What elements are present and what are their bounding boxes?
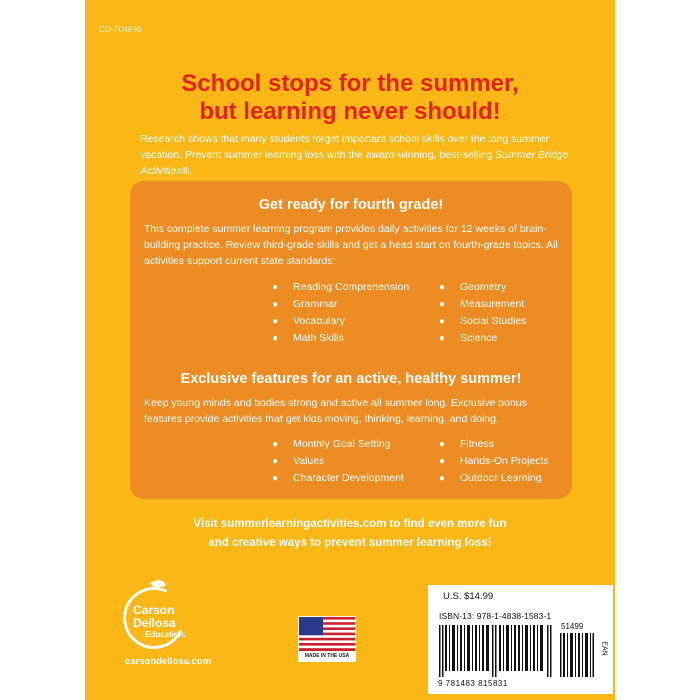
bullet-icon: ● [272,333,279,344]
us-flag-icon [299,617,355,651]
list-item: ● Character Development [272,470,404,487]
website-callout-line-1: Visit summerlearningactivities.com to find even more fun [193,518,507,530]
list-item: ● Measurement [439,296,527,313]
ean-digits: 9 781483 815831 [438,679,508,688]
publisher-logo [121,584,201,654]
skills-list-right [439,279,527,347]
made-in-usa-badge [298,616,356,662]
isbn-label: ISBN-13: 978-1-4838-1583-1 [439,611,552,621]
bullet-icon: ● [439,333,446,344]
ean-barcode [439,625,552,677]
list-item: ● Science [439,330,527,347]
website-callout [85,515,615,553]
bullet-icon: ● [272,473,279,484]
website-callout-line-2: and creative ways to prevent summer learning loss! [208,537,492,549]
intro-suffix: ®. [181,165,193,177]
addon-barcode [560,633,594,677]
list-item: ● Social Studies [439,313,527,330]
features-list-left [272,436,404,487]
intro-paragraph [140,131,570,179]
intro-text: Research shows that many students forget important school skills over the long summer vacation. Prevent summer learning loss with the award-winning, best-selling [140,133,550,161]
section-heading-features: Exclusive features for an active, healthy summer! [180,371,522,387]
list-item: ● Hands-On Projects [439,453,549,470]
bullet-icon: ● [439,282,446,293]
bullet-icon: ● [272,439,279,450]
publisher-education: Education. [145,630,186,639]
headline-line-2: but learning never should! [199,98,501,125]
bullet-icon: ● [439,473,446,484]
bullet-icon: ● [439,456,446,467]
skills-list-left [272,279,409,347]
headline [85,70,615,126]
product-code: CD-704699 [99,25,142,34]
bullet-icon: ● [439,316,446,327]
list-item: ● Outdoor Learning [439,470,549,487]
ean-label: EAN [600,641,608,656]
barcode-panel [428,585,613,694]
publisher-website: carsondellosa.com [125,656,212,667]
section-body-grade: This complete summer learning program provides daily activities for 12 weeks of brain-building practice. Review third-grade skills and get a head start on fourth-grade topics. All activities support current state standards: [144,223,558,267]
features-panel [130,181,572,499]
bullet-icon: ● [272,299,279,310]
list-item: ● Geometry [439,279,527,296]
bullet-icon: ● [272,316,279,327]
section-body-features: Keep young minds and bodies strong and active all summer long. Exclusive bonus features provide activities that get kids moving, thinking, learning, and doing. [144,397,527,425]
list-item: ● Math Skills [272,330,409,347]
list-item: ● Vocabulary [272,313,409,330]
publisher-name: Carson Dellosa [133,603,176,630]
bullet-icon: ● [439,439,446,450]
list-item: ● Grammar [272,296,409,313]
book-back-cover [85,0,615,700]
list-item: ● Values [272,453,404,470]
list-item: ● Monthly Goal Setting [272,436,404,453]
price-label: U.S. $14.99 [443,591,494,602]
list-item: ● Reading Comprehension [272,279,409,296]
headline-line-1: School stops for the summer, [181,70,519,97]
list-item: ● Fitness [439,436,549,453]
features-list-right [439,436,549,487]
made-in-usa-caption: MADE IN THE USA [304,653,350,659]
bullet-icon: ● [272,282,279,293]
section-heading-grade: Get ready for fourth grade! [258,197,444,213]
bullet-icon: ● [272,456,279,467]
bullet-icon: ● [439,299,446,310]
addon-number: 51499 [561,622,584,631]
intro-book-title: Summer Bridge Activities [140,149,569,177]
